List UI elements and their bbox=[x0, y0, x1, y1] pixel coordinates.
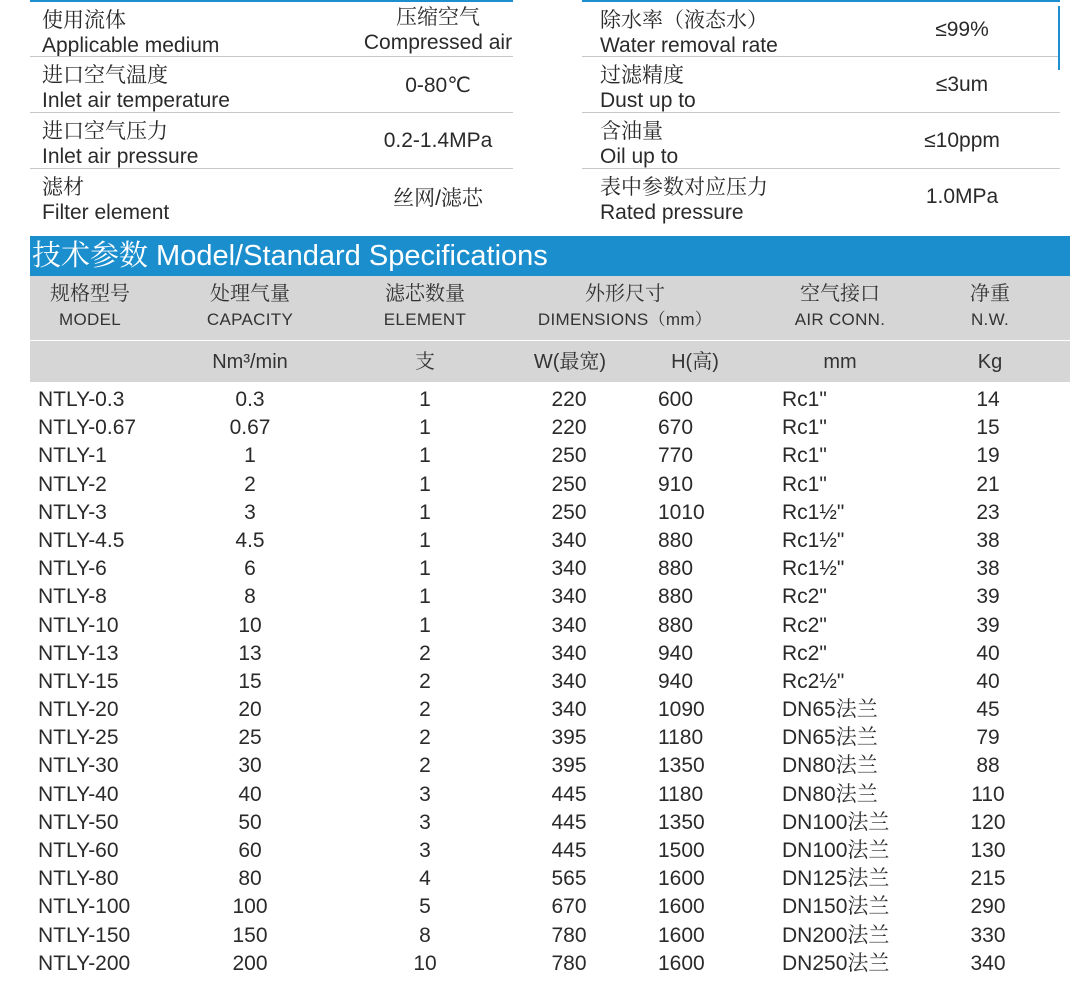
cell-air-conn: Rc1" bbox=[782, 416, 827, 440]
cell-width: 250 bbox=[551, 444, 587, 468]
param-label-cn: 含油量 bbox=[600, 120, 663, 143]
cell-air-conn: Rc1" bbox=[782, 472, 827, 496]
cell-net-weight: 19 bbox=[976, 444, 1000, 468]
cell-element: 3 bbox=[419, 839, 431, 862]
cell-height: 1500 bbox=[658, 839, 705, 862]
param-row-oil-content bbox=[582, 112, 1060, 168]
cell-capacity: 15 bbox=[238, 669, 262, 693]
cell-model: NTLY-50 bbox=[38, 810, 119, 834]
param-label bbox=[42, 8, 219, 58]
parameters-left-column bbox=[30, 0, 513, 224]
param-label-cn: 除水率（液态水） bbox=[600, 9, 768, 32]
cell-height: 880 bbox=[658, 528, 694, 552]
cell-width: 395 bbox=[551, 726, 587, 750]
table-row bbox=[30, 950, 1070, 978]
cell-element: 1 bbox=[419, 500, 431, 524]
cell-capacity: 8 bbox=[244, 585, 256, 609]
cell-width: 565 bbox=[551, 867, 587, 891]
table-row bbox=[30, 414, 1070, 442]
header-cn: 净重 bbox=[970, 283, 1010, 305]
cell-height: 1600 bbox=[658, 867, 705, 891]
cell-capacity: 4.5 bbox=[235, 528, 265, 552]
cell-net-weight: 120 bbox=[970, 810, 1006, 834]
column-header-capacity bbox=[190, 282, 310, 332]
cell-width: 445 bbox=[551, 810, 587, 834]
cell-width: 780 bbox=[551, 951, 587, 975]
header-cn: 规格型号 bbox=[50, 283, 130, 305]
cell-air-conn: Rc2½" bbox=[782, 669, 845, 693]
cell-net-weight: 330 bbox=[970, 923, 1006, 947]
cell-model: NTLY-13 bbox=[38, 641, 119, 665]
cell-model: NTLY-4.5 bbox=[38, 528, 125, 552]
header-cn: 空气接口 bbox=[800, 283, 880, 305]
cell-element: 1 bbox=[419, 472, 431, 496]
cell-width: 445 bbox=[551, 782, 587, 806]
cell-element: 2 bbox=[419, 698, 431, 722]
param-label-en: Dust up to bbox=[600, 89, 696, 112]
cell-net-weight: 21 bbox=[976, 472, 1000, 496]
cell-capacity: 80 bbox=[238, 867, 262, 891]
param-label-en: Water removal rate bbox=[600, 34, 778, 57]
cell-capacity: 200 bbox=[232, 951, 268, 975]
param-value bbox=[353, 2, 523, 58]
unit-air-conn: mm bbox=[823, 351, 857, 373]
cell-air-conn: Rc1" bbox=[782, 444, 827, 468]
table-row bbox=[30, 752, 1070, 780]
cell-capacity: 13 bbox=[238, 641, 262, 665]
cell-air-conn: DN65法兰 bbox=[782, 698, 878, 722]
param-value: 1.0MPa bbox=[925, 185, 999, 208]
cell-air-conn: Rc1½" bbox=[782, 528, 845, 552]
cell-element: 10 bbox=[413, 951, 437, 975]
cell-width: 340 bbox=[551, 585, 587, 609]
param-value-en: Compressed air bbox=[363, 31, 513, 54]
cell-air-conn: Rc1½" bbox=[782, 500, 845, 524]
cell-height: 1350 bbox=[658, 754, 705, 778]
cell-net-weight: 130 bbox=[970, 839, 1006, 862]
cell-width: 340 bbox=[551, 613, 587, 637]
param-label-en: Applicable medium bbox=[42, 34, 220, 57]
unit-capacity: Nm³/min bbox=[212, 351, 288, 373]
header-en: DIMENSIONS（mm） bbox=[537, 310, 713, 329]
cell-capacity: 60 bbox=[238, 839, 262, 862]
param-value: 丝网/滤芯 bbox=[393, 187, 483, 210]
param-label-cn: 过滤精度 bbox=[600, 64, 684, 87]
table-row bbox=[30, 471, 1070, 499]
cell-air-conn: Rc1½" bbox=[782, 557, 845, 581]
cell-air-conn: Rc2" bbox=[782, 613, 827, 637]
cell-air-conn: DN200法兰 bbox=[782, 923, 890, 947]
param-row-filter-precision bbox=[582, 56, 1060, 112]
cell-model: NTLY-200 bbox=[38, 951, 131, 975]
cell-element: 5 bbox=[419, 895, 431, 919]
cell-net-weight: 38 bbox=[976, 528, 1000, 552]
cell-model: NTLY-60 bbox=[38, 839, 119, 862]
cell-element: 1 bbox=[419, 528, 431, 552]
table-row bbox=[30, 527, 1070, 555]
cell-capacity: 20 bbox=[238, 698, 262, 722]
param-label-en: Oil up to bbox=[600, 145, 679, 168]
cell-model: NTLY-80 bbox=[38, 867, 119, 891]
cell-model: NTLY-20 bbox=[38, 698, 119, 722]
table-row bbox=[30, 668, 1070, 696]
cell-height: 770 bbox=[658, 444, 694, 468]
cell-capacity: 30 bbox=[238, 754, 262, 778]
cell-height: 1180 bbox=[658, 726, 704, 750]
param-row-rated-pressure bbox=[582, 168, 1060, 224]
cell-element: 1 bbox=[419, 557, 431, 581]
param-label-cn: 进口空气压力 bbox=[42, 120, 168, 143]
unit-net-weight: Kg bbox=[977, 351, 1003, 373]
cell-model: NTLY-3 bbox=[38, 500, 107, 524]
header-row-units bbox=[30, 340, 1070, 382]
cell-height: 880 bbox=[658, 613, 694, 637]
cell-element: 1 bbox=[419, 585, 431, 609]
cell-model: NTLY-15 bbox=[38, 669, 119, 693]
column-header-net-weight bbox=[940, 282, 1040, 332]
cell-model: NTLY-0.67 bbox=[38, 416, 137, 440]
param-label bbox=[600, 175, 768, 225]
param-label-cn: 表中参数对应压力 bbox=[600, 176, 768, 199]
param-value: ≤3um bbox=[935, 73, 989, 96]
header-en: N.W. bbox=[970, 310, 1010, 329]
cell-width: 670 bbox=[551, 895, 587, 919]
param-label-en: Rated pressure bbox=[600, 201, 744, 224]
cell-height: 940 bbox=[658, 641, 694, 665]
cell-model: NTLY-30 bbox=[38, 754, 119, 778]
unit-element: 支 bbox=[415, 351, 435, 373]
cell-height: 910 bbox=[658, 472, 694, 496]
cell-capacity: 150 bbox=[232, 923, 268, 947]
cell-width: 250 bbox=[551, 500, 587, 524]
param-row-medium bbox=[30, 0, 513, 56]
cell-net-weight: 40 bbox=[976, 641, 1000, 665]
cell-net-weight: 79 bbox=[976, 726, 1000, 750]
param-value: ≤99% bbox=[935, 18, 989, 41]
accent-divider bbox=[1058, 6, 1060, 70]
cell-air-conn: DN100法兰 bbox=[782, 839, 890, 862]
cell-height: 1600 bbox=[658, 895, 705, 919]
cell-height: 880 bbox=[658, 585, 694, 609]
cell-air-conn: Rc2" bbox=[782, 585, 827, 609]
cell-capacity: 0.67 bbox=[229, 416, 271, 440]
cell-height: 1350 bbox=[658, 810, 705, 834]
header-row-titles bbox=[30, 276, 1070, 340]
param-label bbox=[600, 8, 778, 58]
param-label bbox=[42, 175, 169, 225]
cell-element: 1 bbox=[419, 613, 431, 637]
cell-width: 340 bbox=[551, 669, 587, 693]
cell-net-weight: 15 bbox=[976, 416, 1000, 440]
cell-net-weight: 38 bbox=[976, 557, 1000, 581]
cell-model: NTLY-25 bbox=[38, 726, 119, 750]
cell-model: NTLY-10 bbox=[38, 613, 119, 637]
table-row bbox=[30, 583, 1070, 611]
param-label-cn: 进口空气温度 bbox=[42, 64, 168, 87]
header-en: ELEMENT bbox=[383, 310, 467, 329]
table-row bbox=[30, 865, 1070, 893]
column-header-element bbox=[370, 282, 480, 332]
header-en: AIR CONN. bbox=[794, 310, 886, 329]
table-row bbox=[30, 386, 1070, 414]
cell-element: 8 bbox=[419, 923, 431, 947]
cell-width: 220 bbox=[551, 416, 587, 440]
cell-element: 2 bbox=[419, 669, 431, 693]
param-label-cn: 使用流体 bbox=[42, 9, 126, 32]
param-row-inlet-pressure bbox=[30, 112, 513, 168]
table-row bbox=[30, 781, 1070, 809]
param-label-cn: 滤材 bbox=[42, 176, 84, 199]
cell-air-conn: DN150法兰 bbox=[782, 895, 890, 919]
header-en: CAPACITY bbox=[206, 310, 294, 329]
param-row-water-removal bbox=[582, 0, 1060, 56]
unit-height: H(高) bbox=[671, 351, 719, 373]
param-value: 0.2-1.4MPa bbox=[383, 129, 493, 152]
cell-net-weight: 45 bbox=[976, 698, 1000, 722]
cell-width: 340 bbox=[551, 641, 587, 665]
cell-width: 395 bbox=[551, 754, 587, 778]
cell-air-conn: DN65法兰 bbox=[782, 726, 878, 750]
cell-model: NTLY-8 bbox=[38, 585, 107, 609]
cell-air-conn: DN80法兰 bbox=[782, 782, 878, 806]
cell-model: NTLY-2 bbox=[38, 472, 107, 496]
table-row bbox=[30, 442, 1070, 470]
cell-net-weight: 39 bbox=[976, 585, 1000, 609]
param-value: 0-80℃ bbox=[405, 73, 471, 97]
cell-height: 1180 bbox=[658, 782, 704, 806]
table-row bbox=[30, 499, 1070, 527]
cell-net-weight: 88 bbox=[976, 754, 1000, 778]
header-cn: 外形尺寸 bbox=[585, 283, 665, 305]
cell-element: 3 bbox=[419, 810, 431, 834]
table-row bbox=[30, 922, 1070, 950]
cell-air-conn: Rc2" bbox=[782, 641, 827, 665]
param-label-en: Inlet air temperature bbox=[42, 89, 230, 112]
cell-net-weight: 39 bbox=[976, 613, 1000, 637]
column-header-dimensions bbox=[510, 282, 740, 332]
cell-width: 340 bbox=[551, 698, 587, 722]
header-cn: 滤芯数量 bbox=[385, 283, 465, 305]
cell-width: 340 bbox=[551, 528, 587, 552]
cell-air-conn: DN80法兰 bbox=[782, 754, 878, 778]
table-row bbox=[30, 837, 1070, 865]
cell-capacity: 2 bbox=[244, 472, 256, 496]
param-label-en: Inlet air pressure bbox=[42, 145, 199, 168]
cell-height: 880 bbox=[658, 557, 694, 581]
cell-net-weight: 340 bbox=[970, 951, 1006, 975]
param-label bbox=[600, 63, 696, 113]
cell-air-conn: DN125法兰 bbox=[782, 867, 890, 891]
cell-model: NTLY-100 bbox=[38, 895, 131, 919]
table-row bbox=[30, 809, 1070, 837]
cell-height: 1600 bbox=[658, 923, 705, 947]
param-row-filter-element bbox=[30, 168, 513, 224]
cell-width: 250 bbox=[551, 472, 587, 496]
cell-element: 2 bbox=[419, 754, 431, 778]
cell-height: 1600 bbox=[658, 951, 705, 975]
column-header-air-conn bbox=[760, 282, 920, 332]
cell-model: NTLY-150 bbox=[38, 923, 131, 947]
table-row bbox=[30, 696, 1070, 724]
cell-air-conn: DN100法兰 bbox=[782, 810, 890, 834]
cell-element: 1 bbox=[419, 388, 431, 411]
cell-element: 4 bbox=[419, 867, 431, 891]
param-value: ≤10ppm bbox=[924, 129, 1000, 152]
section-title-banner: 技术参数 Model/Standard Specifications bbox=[30, 236, 1070, 276]
cell-air-conn: Rc1" bbox=[782, 388, 827, 411]
cell-element: 1 bbox=[419, 444, 431, 468]
cell-net-weight: 40 bbox=[976, 669, 1000, 693]
cell-capacity: 25 bbox=[238, 726, 262, 750]
cell-capacity: 0.3 bbox=[235, 388, 265, 411]
spec-table-header bbox=[30, 276, 1070, 382]
table-row bbox=[30, 640, 1070, 668]
spec-table-body bbox=[30, 386, 1070, 978]
cell-height: 670 bbox=[658, 416, 694, 440]
param-label bbox=[600, 119, 678, 169]
cell-height: 600 bbox=[658, 388, 694, 411]
cell-net-weight: 290 bbox=[970, 895, 1006, 919]
cell-model: NTLY-6 bbox=[38, 557, 107, 581]
table-row bbox=[30, 555, 1070, 583]
table-row bbox=[30, 893, 1070, 921]
header-en: MODEL bbox=[59, 310, 121, 329]
cell-element: 2 bbox=[419, 726, 431, 750]
cell-net-weight: 23 bbox=[976, 500, 1000, 524]
parameters-right-column bbox=[582, 0, 1060, 224]
cell-width: 445 bbox=[551, 839, 587, 862]
param-row-inlet-temperature bbox=[30, 56, 513, 112]
table-row bbox=[30, 612, 1070, 640]
header-cn: 处理气量 bbox=[210, 283, 290, 305]
param-label bbox=[42, 119, 198, 169]
param-label bbox=[42, 63, 230, 113]
param-value-cn: 压缩空气 bbox=[396, 6, 480, 29]
cell-air-conn: DN250法兰 bbox=[782, 951, 890, 975]
cell-capacity: 40 bbox=[238, 782, 262, 806]
cell-model: NTLY-40 bbox=[38, 782, 119, 806]
cell-net-weight: 215 bbox=[970, 867, 1006, 891]
cell-net-weight: 110 bbox=[971, 782, 1005, 806]
cell-element: 1 bbox=[419, 416, 431, 440]
cell-width: 220 bbox=[551, 388, 587, 411]
cell-height: 1010 bbox=[658, 500, 705, 524]
cell-capacity: 10 bbox=[238, 613, 262, 637]
cell-width: 780 bbox=[551, 923, 587, 947]
cell-model: NTLY-1 bbox=[38, 444, 107, 468]
column-header-model bbox=[30, 282, 150, 332]
unit-width: W(最宽) bbox=[533, 351, 607, 373]
cell-net-weight: 14 bbox=[976, 388, 1000, 411]
parameters-block bbox=[0, 0, 1070, 236]
param-label-en: Filter element bbox=[42, 201, 170, 224]
cell-capacity: 50 bbox=[238, 810, 262, 834]
table-row bbox=[30, 724, 1070, 752]
cell-element: 3 bbox=[419, 782, 431, 806]
cell-height: 940 bbox=[658, 669, 694, 693]
cell-capacity: 3 bbox=[244, 500, 256, 524]
cell-height: 1090 bbox=[658, 698, 705, 722]
cell-capacity: 1 bbox=[244, 444, 256, 468]
cell-element: 2 bbox=[419, 641, 431, 665]
cell-capacity: 100 bbox=[232, 895, 268, 919]
cell-capacity: 6 bbox=[244, 557, 256, 581]
cell-width: 340 bbox=[551, 557, 587, 581]
cell-model: NTLY-0.3 bbox=[38, 388, 125, 411]
